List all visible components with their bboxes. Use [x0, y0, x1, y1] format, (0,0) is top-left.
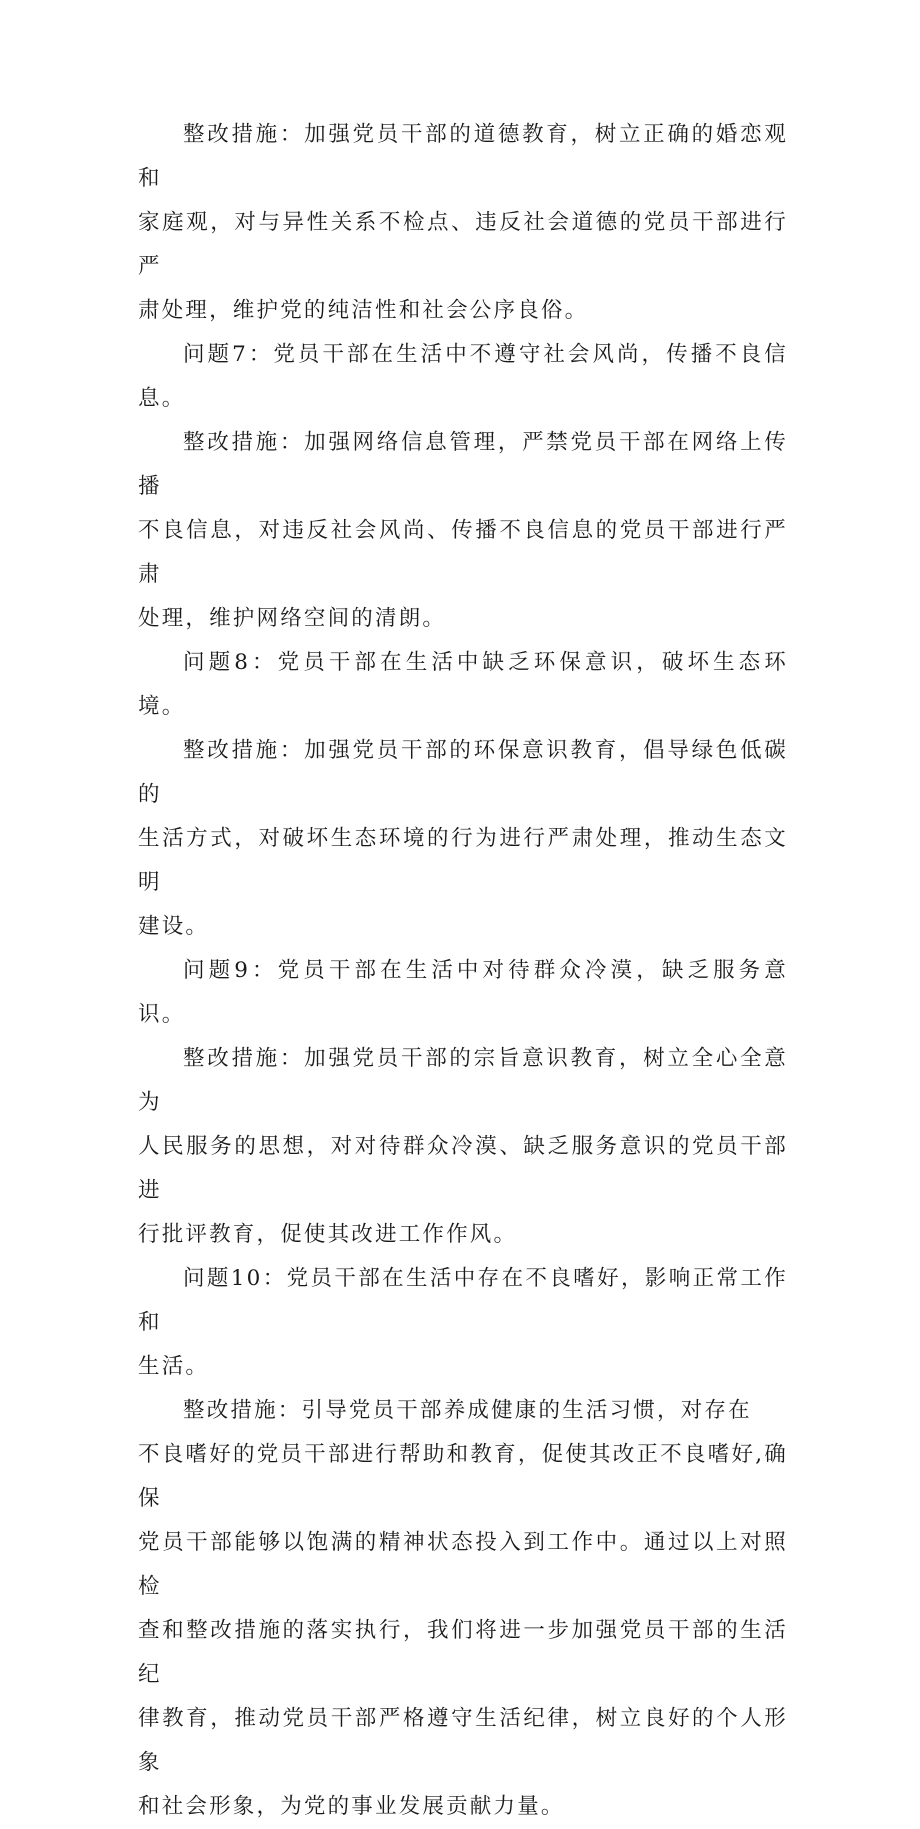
paragraph-measures-8 [138, 729, 788, 949]
paragraph-problem-10 [138, 1257, 788, 1389]
text-line: 建设。 [138, 914, 210, 939]
text-line: 和社会形象，为党的事业发展贡献力量。 [138, 1794, 565, 1819]
text-line: 整改措施：加强党员干部的宗旨意识教育，树立全心全意为 [138, 1046, 788, 1115]
text-line: 生活。 [138, 1354, 210, 1379]
text-line: 党员干部能够以饱满的精神状态投入到工作中。通过以上对照检 [138, 1530, 788, 1599]
text-line: 整改措施：加强网络信息管理，严禁党员干部在网络上传播 [138, 430, 788, 499]
paragraph-problem-9 [138, 949, 788, 1037]
document-body [138, 113, 788, 1829]
paragraph-measures-10 [138, 1389, 788, 1829]
text-line: 整改措施：引导党员干部养成健康的生活习惯，对存在 [183, 1398, 752, 1423]
text-line: 肃处理，维护党的纯洁性和社会公序良俗。 [138, 298, 589, 323]
paragraph-measures-7 [138, 421, 788, 641]
text-line: 生活方式，对破坏生态环境的行为进行严肃处理，推动生态文明 [138, 826, 788, 895]
text-line: 整改措施：加强党员干部的道德教育，树立正确的婚恋观和 [138, 122, 788, 191]
paragraph-measures-9 [138, 1037, 788, 1257]
text-line: 不良嗜好的党员干部进行帮助和教育，促使其改正不良嗜好,确保 [138, 1442, 788, 1511]
text-line: 人民服务的思想，对对待群众冷漠、缺乏服务意识的党员干部进 [138, 1134, 788, 1203]
text-line: 问题10：党员干部在生活中存在不良嗜好，影响正常工作和 [138, 1266, 788, 1335]
text-line: 整改措施：加强党员干部的环保意识教育，倡导绿色低碳的 [138, 738, 788, 807]
text-line: 问题7：党员干部在生活中不遵守社会风尚，传播不良信息。 [138, 342, 788, 411]
text-line: 处理，维护网络空间的清朗。 [138, 606, 447, 631]
text-line: 律教育，推动党员干部严格遵守生活纪律，树立良好的个人形象 [138, 1706, 788, 1775]
text-line: 问题9：党员干部在生活中对待群众冷漠，缺乏服务意识。 [138, 958, 788, 1027]
paragraph-measures-6 [138, 113, 788, 333]
text-line: 查和整改措施的落实执行，我们将进一步加强党员干部的生活纪 [138, 1618, 788, 1687]
text-line: 不良信息，对违反社会风尚、传播不良信息的党员干部进行严肃 [138, 518, 788, 587]
text-line: 问题8：党员干部在生活中缺乏环保意识，破坏生态环境。 [138, 650, 788, 719]
text-line: 行批评教育，促使其改进工作作风。 [138, 1222, 518, 1247]
paragraph-problem-8 [138, 641, 788, 729]
text-line: 家庭观，对与异性关系不检点、违反社会道德的党员干部进行严 [138, 210, 788, 279]
paragraph-problem-7 [138, 333, 788, 421]
